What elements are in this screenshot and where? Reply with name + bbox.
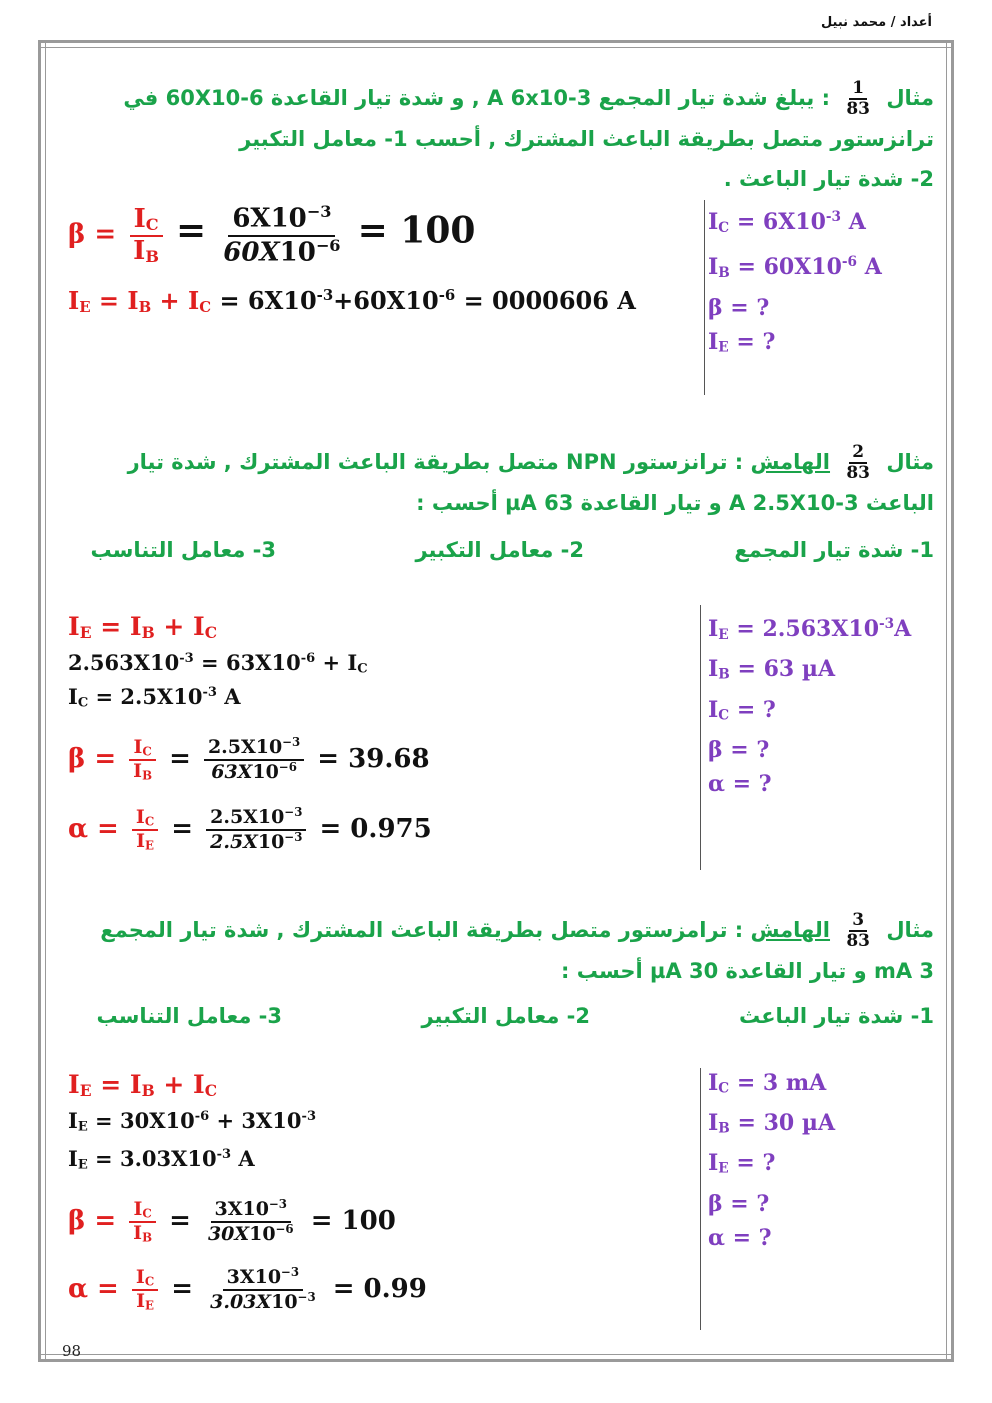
- ex1-beta-equation: β = $\frac{I_C}{I_B}$ = $\frac{6X10^{-3}}{60X10^{-6}}$ = 100: [68, 202, 476, 268]
- ex1-given-beta: β = ?: [708, 294, 770, 321]
- page-number: 98: [62, 1342, 82, 1360]
- ex1-ie-equation: IE = IB + IC = $6X10^{-3}+60X10^{-6} = 0000606$ A: [68, 286, 636, 316]
- ex2-eq3: $I_C = 2.5X10^{-3}$ A: [68, 684, 241, 711]
- ex2-beta-equation: β = $\frac{I_C}{I_B}$ = $\frac{2.5X10^{-3}}{63X10^{-6}}$ = 39.68: [68, 735, 430, 783]
- author-credit: أعداد / محمد نبيل: [820, 15, 932, 30]
- ex2-eq1: $I_E = I_B + I_C$: [68, 612, 218, 643]
- ex2-alpha-equation: α = $\frac{I_C}{I_E}$ = $\frac{2.5X10^{-3}}{2.5X10^{-3}}$ = 0.975: [68, 805, 432, 853]
- ex3-given-ic: $I_C = 3$ mA: [708, 1070, 827, 1097]
- ex1-given-ie: $I_E$ = ?: [708, 329, 776, 356]
- ex3-given-ib: $I_B = 30$ µA: [708, 1110, 836, 1137]
- ex1-divider: [704, 200, 705, 395]
- ex3-task2: 2- معامل التكبير: [421, 1004, 590, 1028]
- ex2-line1: مثال $\frac{2}{83}$ الهامش : ترانزستور NPN متصل بطريقة الباعث المشترك , شدة تيار: [127, 442, 934, 483]
- ex2-given-ie: $I_E = 2.563X10^{-3}A$: [708, 616, 912, 643]
- ex1-number: $\frac{1}{83}$: [846, 78, 870, 119]
- ex2-given-ib: $I_B = 63$ µA: [708, 656, 836, 684]
- ex2-given-ic: $I_C$ = ?: [708, 696, 776, 724]
- ex3-alpha-equation: α = $\frac{I_C}{I_E}$ = $\frac{3X10^{-3}}{3.03X10^{-3}}$ = 0.99: [68, 1265, 427, 1313]
- ex1-given: [708, 200, 882, 366]
- ex3-problem: [100, 910, 934, 991]
- ex1-given-ib: $I_B = 60X10^{-6}$ A: [708, 254, 882, 282]
- ex3-given-alpha: α = ?: [708, 1225, 772, 1252]
- ex2-task1: 1- شدة تيار المجمع: [734, 538, 934, 562]
- ex2-given-alpha: α = ?: [708, 771, 772, 798]
- ex3-line1: مثال $\frac{3}{83}$ الهامش : ترامزستور متصل بطريقة الباعث المشترك , شدة تيار المجمع: [100, 910, 934, 951]
- ex2-divider: [700, 605, 701, 870]
- ex1-given-ic: $I_C = 6X10^{-3}$ A: [708, 209, 866, 236]
- ex2-number: $\frac{2}{83}$: [846, 442, 870, 483]
- ex2-given: [708, 607, 911, 802]
- ex1-line2: ترانزستور متصل بطريقة الباعث المشترك , أحسب 1- معامل التكبير: [239, 127, 934, 151]
- ex2-problem: [128, 442, 934, 523]
- ex3-divider: [700, 1068, 701, 1330]
- ex3-line2: mA 3 و تيار القاعدة µA 30 أحسب :: [561, 959, 934, 983]
- ex3-given-beta: β = ?: [708, 1190, 770, 1217]
- ex1-line1: مثال $\frac{1}{83}$ : يبلغ شدة تيار المجمع A ‎6x10-3‎ , و شدة تيار القاعدة ‎60X10-6‎ في: [123, 78, 934, 119]
- ex3-number: $\frac{3}{83}$: [846, 910, 870, 951]
- ex3-eq2: $I_E = 30X10^{-6} + 3X10^{-3}$: [68, 1108, 317, 1135]
- ex3-task1: 1- شدة تيار الباعث: [738, 1004, 934, 1028]
- ex3-given-ie: $I_E$ = ?: [708, 1150, 776, 1178]
- ex2-line2: الباعث A ‎2.5X10-3‎ و تيار القاعدة µA 63 أحسب :: [416, 491, 934, 515]
- ex2-given-beta: β = ?: [708, 736, 770, 763]
- ex1-problem: [123, 78, 934, 199]
- ex3-task3: 3- معامل التناسب: [96, 1004, 282, 1028]
- ex3-beta-equation: β = $\frac{I_C}{I_B}$ = $\frac{3X10^{-3}}{30X10^{-6}}$ = 100: [68, 1197, 396, 1245]
- ex3-given: [708, 1066, 835, 1256]
- ex2-eq2: $2.563X10^{-3} = 63X10^{-6} + I_C$: [68, 650, 368, 677]
- ex3-eq1: $I_E = I_B + I_C$: [68, 1070, 218, 1101]
- ex1-line3: 2- شدة تيار الباعث .: [723, 167, 934, 191]
- ex2-task3: 3- معامل التناسب: [90, 538, 276, 562]
- ex3-eq3: $I_E = 3.03X10^{-3}$ A: [68, 1146, 255, 1173]
- ex2-task2: 2- معامل التكبير: [415, 538, 584, 562]
